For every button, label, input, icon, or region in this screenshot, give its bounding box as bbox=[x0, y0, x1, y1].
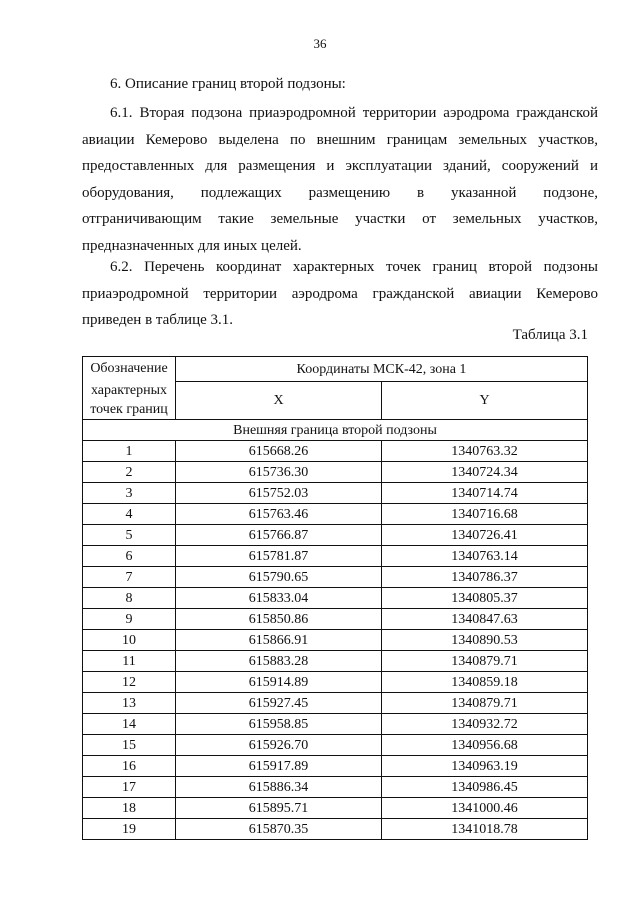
section-heading: 6. Описание границ второй подзоны: bbox=[110, 76, 346, 92]
y-coordinate-cell: 1340724.34 bbox=[382, 462, 588, 483]
point-number-cell: 2 bbox=[83, 462, 176, 483]
x-coordinate-cell: 615668.26 bbox=[176, 441, 382, 462]
table-row bbox=[83, 672, 588, 693]
x-coordinate-cell: 615914.89 bbox=[176, 672, 382, 693]
x-coordinate-cell: 615958.85 bbox=[176, 714, 382, 735]
point-number-cell: 1 bbox=[83, 441, 176, 462]
y-coordinate-cell: 1340890.53 bbox=[382, 630, 588, 651]
y-coordinate-cell: 1340956.68 bbox=[382, 735, 588, 756]
header-point-line2: характерных точек границ bbox=[90, 383, 168, 417]
table-row bbox=[83, 441, 588, 462]
table-row bbox=[83, 588, 588, 609]
point-number-cell: 5 bbox=[83, 525, 176, 546]
x-coordinate-cell: 615766.87 bbox=[176, 525, 382, 546]
header-x: X bbox=[176, 382, 382, 420]
table-row bbox=[83, 630, 588, 651]
page-number: 36 bbox=[313, 36, 327, 51]
x-coordinate-cell: 615927.45 bbox=[176, 693, 382, 714]
y-coordinate-cell: 1340847.63 bbox=[382, 609, 588, 630]
y-coordinate-cell: 1340763.14 bbox=[382, 546, 588, 567]
point-number-cell: 12 bbox=[83, 672, 176, 693]
y-coordinate-cell: 1340805.37 bbox=[382, 588, 588, 609]
table-row bbox=[83, 483, 588, 504]
table-row bbox=[83, 693, 588, 714]
point-number-cell: 10 bbox=[83, 630, 176, 651]
table-caption: Таблица 3.1 bbox=[512, 327, 588, 343]
table-row bbox=[83, 714, 588, 735]
section-title: Внешняя граница второй подзоны bbox=[83, 420, 588, 441]
point-number-cell: 19 bbox=[83, 819, 176, 840]
x-coordinate-cell: 615883.28 bbox=[176, 651, 382, 672]
x-coordinate-cell: 615850.86 bbox=[176, 609, 382, 630]
y-coordinate-cell: 1340963.19 bbox=[382, 756, 588, 777]
x-coordinate-cell: 615870.35 bbox=[176, 819, 382, 840]
x-coordinate-cell: 615917.89 bbox=[176, 756, 382, 777]
table-row bbox=[83, 546, 588, 567]
table-row bbox=[83, 567, 588, 588]
table-row bbox=[83, 462, 588, 483]
x-coordinate-cell: 615833.04 bbox=[176, 588, 382, 609]
y-coordinate-cell: 1340786.37 bbox=[382, 567, 588, 588]
header-point-designation bbox=[83, 357, 176, 420]
y-coordinate-cell: 1340879.71 bbox=[382, 693, 588, 714]
point-number-cell: 3 bbox=[83, 483, 176, 504]
table-row bbox=[83, 756, 588, 777]
point-number-cell: 17 bbox=[83, 777, 176, 798]
table-row bbox=[83, 798, 588, 819]
point-number-cell: 6 bbox=[83, 546, 176, 567]
point-number-cell: 18 bbox=[83, 798, 176, 819]
point-number-cell: 11 bbox=[83, 651, 176, 672]
x-coordinate-cell: 615781.87 bbox=[176, 546, 382, 567]
x-coordinate-cell: 615736.30 bbox=[176, 462, 382, 483]
y-coordinate-cell: 1341000.46 bbox=[382, 798, 588, 819]
y-coordinate-cell: 1340763.32 bbox=[382, 441, 588, 462]
section-row bbox=[83, 420, 588, 441]
x-coordinate-cell: 615886.34 bbox=[176, 777, 382, 798]
paragraph-6-1: 6.1. Вторая подзона приаэродромной территории аэродрома гражданской авиации Кемерово выделена по внешним границам земельных участков, предоставленных для размещения и эксплуатации зданий, сооружений и оборудования, подлежащих размещению в указанной подзоне, отграничивающим такие земельные участки от земельных участков, предназначенных для иных целей. bbox=[82, 105, 598, 254]
point-number-cell: 13 bbox=[83, 693, 176, 714]
y-coordinate-cell: 1340716.68 bbox=[382, 504, 588, 525]
y-coordinate-cell: 1340986.45 bbox=[382, 777, 588, 798]
table-row bbox=[83, 735, 588, 756]
header-coordinates: Координаты МСК-42, зона 1 bbox=[176, 357, 588, 382]
y-coordinate-cell: 1341018.78 bbox=[382, 819, 588, 840]
point-number-cell: 16 bbox=[83, 756, 176, 777]
y-coordinate-cell: 1340714.74 bbox=[382, 483, 588, 504]
coordinates-table bbox=[82, 356, 588, 840]
header-point-line1: Обозначение bbox=[90, 361, 168, 376]
y-coordinate-cell: 1340726.41 bbox=[382, 525, 588, 546]
table-row bbox=[83, 504, 588, 525]
y-coordinate-cell: 1340859.18 bbox=[382, 672, 588, 693]
table-row bbox=[83, 609, 588, 630]
table-header-row bbox=[83, 357, 588, 382]
table-row bbox=[83, 525, 588, 546]
x-coordinate-cell: 615926.70 bbox=[176, 735, 382, 756]
point-number-cell: 4 bbox=[83, 504, 176, 525]
x-coordinate-cell: 615895.71 bbox=[176, 798, 382, 819]
point-number-cell: 8 bbox=[83, 588, 176, 609]
table-row bbox=[83, 819, 588, 840]
table-body bbox=[83, 441, 588, 840]
point-number-cell: 14 bbox=[83, 714, 176, 735]
y-coordinate-cell: 1340879.71 bbox=[382, 651, 588, 672]
x-coordinate-cell: 615790.65 bbox=[176, 567, 382, 588]
x-coordinate-cell: 615752.03 bbox=[176, 483, 382, 504]
x-coordinate-cell: 615866.91 bbox=[176, 630, 382, 651]
table-row bbox=[83, 651, 588, 672]
table-row bbox=[83, 777, 588, 798]
header-y: Y bbox=[382, 382, 588, 420]
point-number-cell: 9 bbox=[83, 609, 176, 630]
y-coordinate-cell: 1340932.72 bbox=[382, 714, 588, 735]
paragraph-6-2: 6.2. Перечень координат характерных точек границ второй подзоны приаэродромной территории аэродрома гражданской авиации Кемерово приведен в таблице 3.1. bbox=[82, 259, 598, 328]
point-number-cell: 15 bbox=[83, 735, 176, 756]
x-coordinate-cell: 615763.46 bbox=[176, 504, 382, 525]
point-number-cell: 7 bbox=[83, 567, 176, 588]
